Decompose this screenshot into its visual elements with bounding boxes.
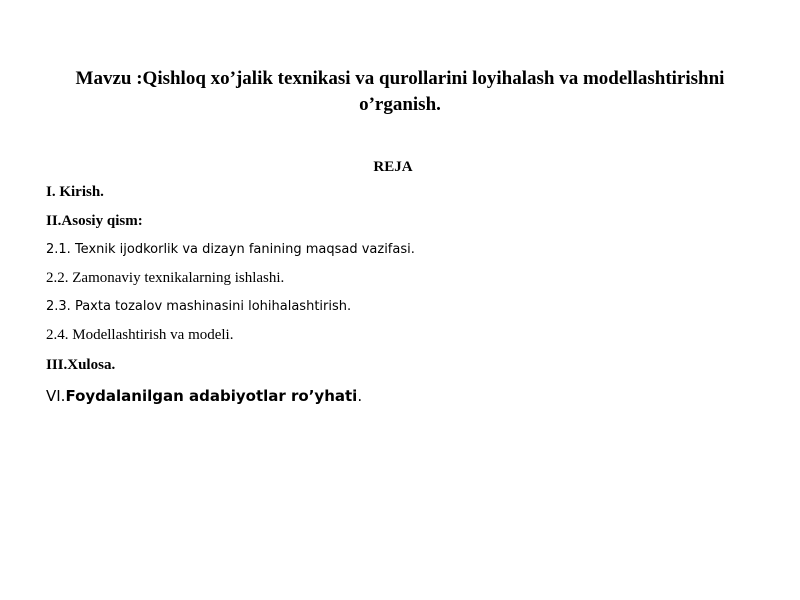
plan-item-2-3: 2.3. Paxta tozalov mashinasini lohihalashtirish. bbox=[46, 299, 352, 314]
plan-item-2-1: 2.1. Texnik ijodkorlik va dizayn fanining maqsad vazifasi. bbox=[46, 242, 415, 257]
plan-item-2-2: 2.2. Zamonaviy texnikalarning ishlashi. bbox=[46, 270, 285, 286]
plan-item-main-part: II.Asosiy qism: bbox=[46, 213, 143, 229]
plan-heading: REJA bbox=[373, 159, 413, 175]
references-prefix: VI. bbox=[46, 387, 66, 405]
references-label: Foydalanilgan adabiyotlar ro’yhati bbox=[65, 387, 358, 405]
plan-item-conclusion: III.Xulosa. bbox=[46, 357, 116, 373]
plan-item-intro: I. Kirish. bbox=[46, 184, 104, 200]
plan-item-references bbox=[46, 387, 362, 406]
document-title: Mavzu :Qishloq xo’jalik texnikasi va qurollarini loyihalash va modellashtirishni o’rganish. bbox=[75, 68, 725, 115]
plan-item-2-4: 2.4. Modellashtirish va modeli. bbox=[46, 327, 234, 343]
references-suffix: . bbox=[357, 387, 363, 405]
